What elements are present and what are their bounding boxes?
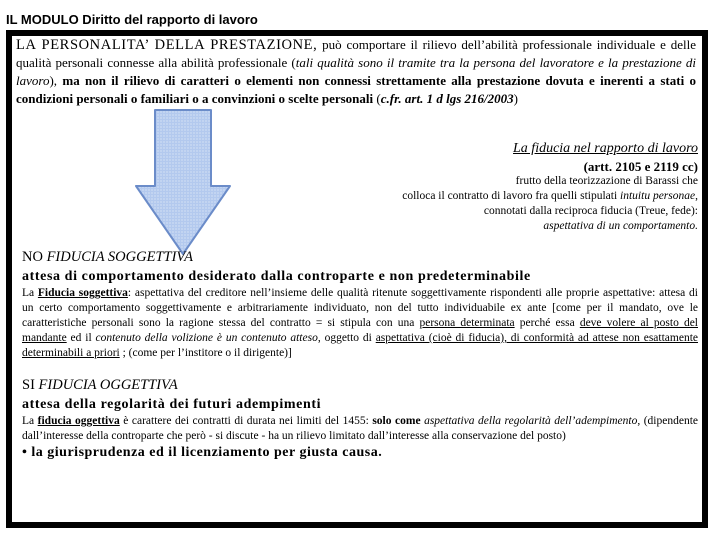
bullet-icon: • bbox=[22, 445, 28, 460]
bullet-text: la giurisprudenza ed il licenziamento per giusta causa. bbox=[27, 445, 383, 460]
intro-text-7: ) bbox=[513, 91, 518, 106]
fiducia-title: La fiducia nel rapporto di lavoro bbox=[513, 141, 698, 156]
no-fiducia-heading: NO FIDUCIA SOGGETTIVA bbox=[22, 249, 194, 265]
intro-citation: c.fr. art. 1 d lgs 216/2003 bbox=[380, 91, 514, 106]
fiducia-line-2: colloca il contratto di lavoro fra quelli stipulati intuitu personae, bbox=[402, 190, 698, 202]
fiducia-line-1: frutto della teorizzazione di Barassi che bbox=[515, 175, 698, 187]
intro-lead: LA PERSONALITA’ DELLA PRESTAZIONE, bbox=[16, 37, 318, 53]
intro-text-5: ( bbox=[373, 91, 381, 106]
down-arrow-icon bbox=[133, 108, 233, 258]
fiducia-oggettiva-term: fiducia oggettiva bbox=[37, 415, 120, 427]
si-fiducia-body: La fiducia oggettiva è carattere dei contratti di durata nei limiti del 1455: solo come aspettativa della regolarità dell’adempimento, (dipendente dall’interesse della controparte che però - si discute - ha un rilievo limitato dall’interesse alla conservazione del posto) bbox=[22, 415, 698, 442]
no-fiducia-body: La Fiducia soggettiva: aspettativa del creditore nell’insieme delle qualità ritenute soggettivamente rispondenti alle proprie aspettative: attesa di un certo comportamento soggettivamente e arbitrariamente individuato, non del tutto individuabile ex ante [come per il mandato, ove le caratteristiche personali sono la ragione stessa del contratto = si stipula con una persona determinata perché essa deve volere al posto del mandante ed il contenuto della volizione è un contenuto atteso, oggetto di aspettativa (cioè di fiducia), di conformità ad attese non esattamente determinabili a priori ; (come per l’institore o il dirigente)] bbox=[22, 287, 698, 359]
no-fiducia-subheading: attesa di comportamento desiderato dalla controparte e non predeterminabile bbox=[22, 269, 531, 284]
fiducia-description bbox=[368, 174, 698, 234]
fiducia-line-3: connotati dalla reciproca fiducia (Treue, fede): bbox=[483, 205, 698, 217]
bullet-item bbox=[22, 444, 382, 462]
intro-text-bold: ma non il rilievo di caratteri o elementi non connessi strettamente alla prestazione dovuta e inerenti a stati o condizioni personali o familiari o a convinzioni o scelte personali bbox=[16, 73, 696, 106]
page-header: IL MODULO Diritto del rapporto di lavoro bbox=[6, 12, 258, 27]
intro-text-italic: tali qualità sono il tramite tra la persona del lavoratore e la prestazione di lavoro bbox=[16, 55, 696, 88]
intro-text-1: può comportare il rilievo dell’abilità professionale individuale e delle qualità personali connesse alla abilità professionale ( bbox=[16, 37, 696, 70]
fiducia-articles: (artt. 2105 e 2119 cc) bbox=[583, 159, 698, 174]
intro-paragraph bbox=[16, 36, 696, 108]
fiducia-box bbox=[513, 140, 698, 176]
si-fiducia-subheading: attesa della regolarità dei futuri adempimenti bbox=[22, 397, 322, 412]
intro-text-3: ), bbox=[49, 73, 63, 88]
fiducia-line-4: aspettativa di un comportamento. bbox=[543, 220, 698, 232]
fiducia-soggettiva-term: Fiducia soggettiva bbox=[37, 287, 128, 299]
si-fiducia-heading: SI FIDUCIA OGGETTIVA bbox=[22, 377, 178, 393]
